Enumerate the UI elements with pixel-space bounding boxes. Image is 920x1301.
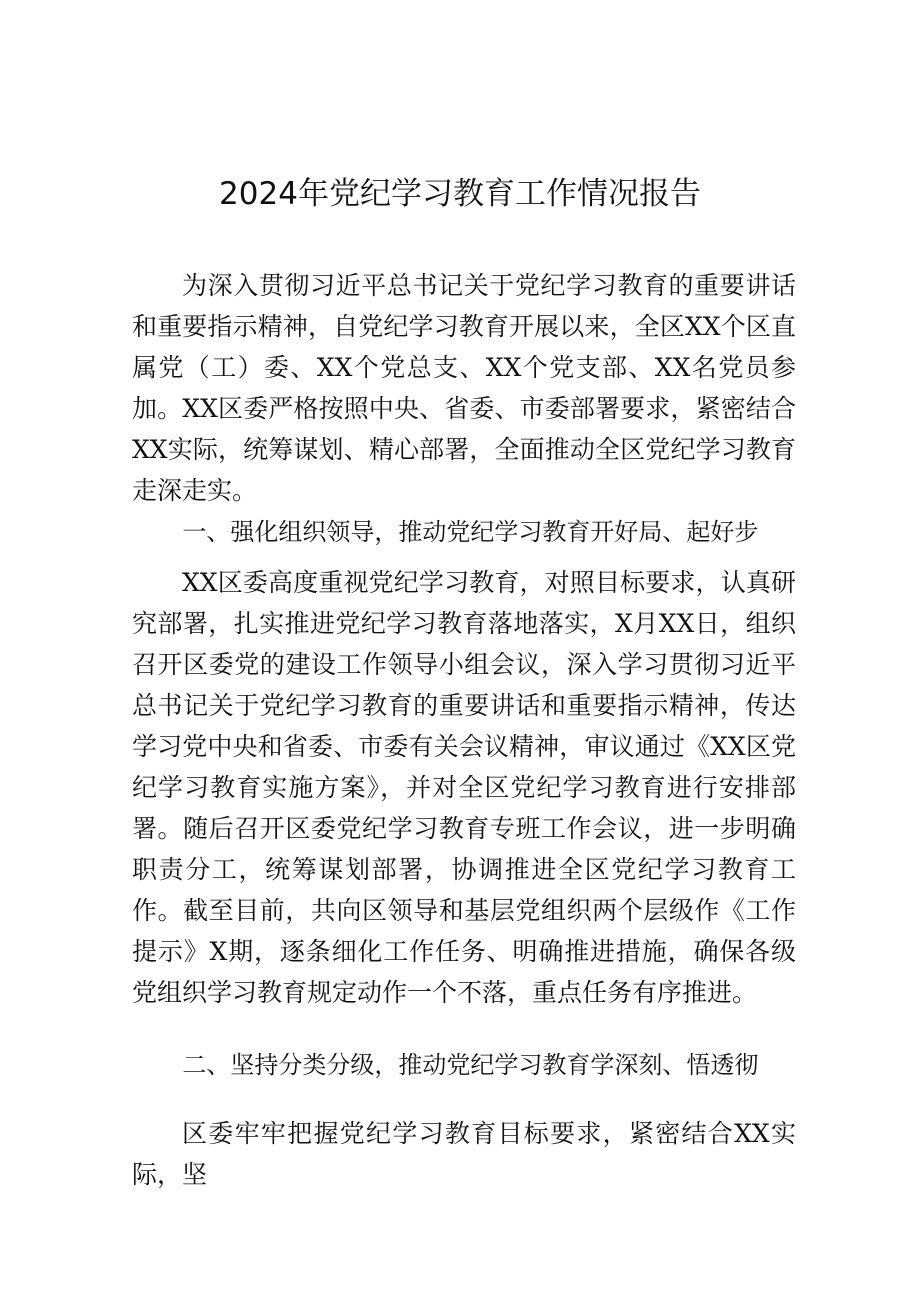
paragraph-section-1: XX区委高度重视党纪学习教育，对照目标要求，认真研究部署，扎实推进党纪学习教育落地落实，X月XX日，组织召开区委党的建设工作领导小组会议，深入学习贯彻习近平总书记关于党纪学习教育的重要讲话和重要指示精神，传达学习党中央和省委、市委有关会议精神，审议通过《XX区党纪学习教育实施方案》，并对全区党纪学习教育进行安排部署。随后召开区委党纪学习教育专班工作会议，进一步明确职责分工，统筹谋划部署，协调推进全区党纪学习教育工作。截至目前，共向区领导和基层党组织两个层级作《工作提示》X期，逐条细化工作任务、明确推进措施，确保各级党组织学习教育规定动作一个不落，重点任务有序推进。: [132, 568, 796, 1007]
document-title: 2024年党纪学习教育工作情况报告: [219, 176, 701, 212]
paragraph-intro: 为深入贯彻习近平总书记关于党纪学习教育的重要讲话和重要指示精神，自党纪学习教育开展以来，全区XX个区直属党（工）委、XX个党总支、XX个党支部、XX名党员参加。XX区委严格按照中央、省委、市委部署要求，紧密结合XX实际，统筹谋划、精心部署，全面推动全区党纪学习教育走深走实。: [132, 271, 796, 505]
section-heading-2: 二、坚持分类分级，推动党纪学习教育学深刻、悟透彻: [182, 1051, 759, 1079]
section-heading-1: 一、强化组织领导，推动党纪学习教育开好局、起好步: [182, 518, 759, 546]
paragraph-section-2: 区委牢牢把握党纪学习教育目标要求，紧密结合XX实际，坚: [132, 1119, 796, 1189]
